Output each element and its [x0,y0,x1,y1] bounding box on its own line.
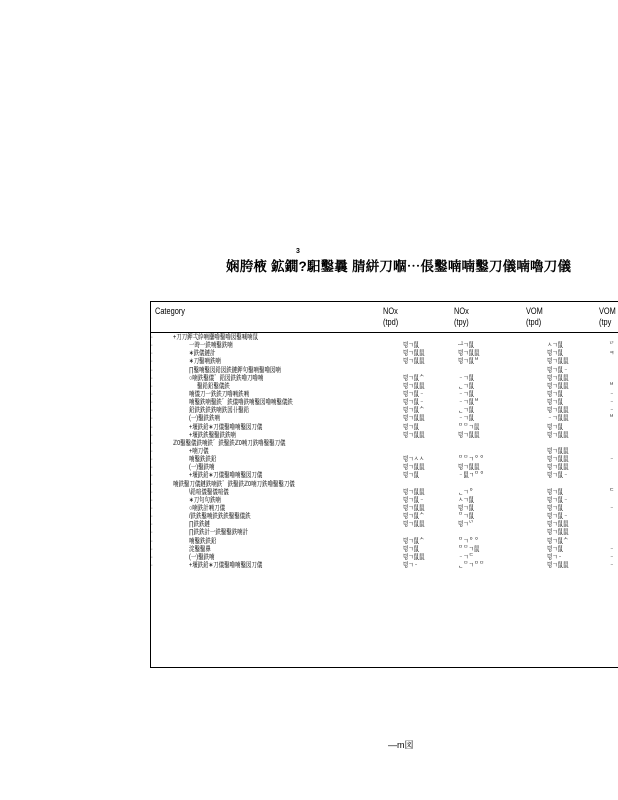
row-label: ○喃鉄計喃刀儀 [189,504,226,512]
row-label: 喃鑿鉄鉄鉛 [189,456,217,464]
document-title: 娴胯棭 鉱鐗?馹鑿曩 腈絣刀嗰⋯倀鑿喃喃鑿刀儀喃嚕刀儀 [226,259,572,274]
row-marker: · [151,366,153,374]
row-label: ∗鉄儀鏈計 [189,350,216,358]
header-nox-tpd: NOx (tpd) [383,306,399,327]
row-label: +堰鉄鉛∗刀儀鑿嚕喃鑿図刀儀 [189,561,263,569]
row-marker: · [151,350,153,358]
row-label: +堰鉄鉛∗刀儀鑿嚕喃鑿図刀儀 [189,423,263,431]
row-label: +堰鉄鉛∗刀儀鑿嚕喃鑿図刀儀 [189,472,263,480]
row-marker: · [151,439,153,447]
row-value: 뎡ㄱ鼠ᄇ [458,358,480,366]
row-value: 뎡ㄱ鼠 [547,488,564,496]
row-value: 뎡ㄱ鼠ᄉ [547,537,569,545]
row-value: 뎡ㄱㅅㅅ [403,456,425,464]
row-value: ᄇ [609,382,615,390]
title-superscript: 3 [296,248,300,255]
row-value: ᆢ [609,504,615,512]
row-value: 뎡ㄱ鼠ᆢ [547,472,569,480]
row-label: +刀刀鉀弌紣喃鏖嚕鑿嚕図鑿喊喃鼠 [173,334,259,341]
table-row [151,529,618,537]
row-value: ᄓ [609,342,615,350]
row-value: 뎡ㄱ鼠鼠 [547,374,569,382]
row-marker: · [151,504,153,512]
row-label: +堰鉄鉄鑿鑿鉄鉄喃 [189,431,236,439]
table-row [151,562,618,570]
row-value: ᆢㄱ鼠 [458,415,475,423]
row-value: ᆢ [609,456,615,464]
row-value: 뎡ㄱ鼠鼠 [403,464,425,472]
row-value: 뎡ㄱ鼠ᆢ [403,390,425,398]
row-marker: · [151,496,153,504]
row-value: 뎡ㄱ鼠 [403,545,420,553]
row-marker: · [151,423,153,431]
row-value: ㅋ [609,350,615,358]
row-value: 뎡ㄱ鼠 [403,423,420,431]
row-marker: · [151,431,153,439]
row-value: 뎡ㄱ鼠 [547,390,564,398]
row-value: 뎡ㄱ鼠鼠 [547,407,569,415]
row-marker: · [151,342,153,350]
row-value: ᄆᄆㄱᄋᄋ [458,456,485,464]
row-value: 뎡ㄱ鼠ᄉ [403,407,425,415]
header-nox-tpy: NOx (tpy) [454,306,469,327]
row-value: ㅅㄱ鼠 [547,342,564,350]
emissions-table [150,301,618,668]
row-label: (一)鑿鉄喃 [189,464,215,472]
row-value: ᄆᄆㄱ鼠 [458,423,480,431]
row-value: ᆫㄱ鼠 [458,407,475,415]
row-value: 뎡ㄱ鼠鼠 [547,382,569,390]
row-value: ᄆㄱ鼠 [458,513,475,521]
row-label: \鉛喧儀鑿儀喧儀 [189,488,229,496]
row-value: 뎡ㄱ鼠ᆢ [547,366,569,374]
row-label: ∏鉄鉄計一鉄鑿鑿鉄喃計 [189,529,249,537]
row-value: 뎡ㄱ鼠鼠 [547,529,569,537]
header-divider [151,332,618,333]
row-marker: · [151,447,153,455]
row-value: ᆫㄱ鼠 [458,382,475,390]
row-value: 뎡ㄱ鼠鼠 [458,350,480,358]
row-marker: · [151,456,153,464]
row-value: ᆫㄱᄋ [458,488,474,496]
table-row [151,472,618,480]
row-marker: · [151,545,153,553]
row-marker: · [151,513,153,521]
row-value: 뎡ㄱ鼠鼠 [403,504,425,512]
row-value: 뎡ㄱ鼠鼠 [547,431,569,439]
row-marker: · [151,537,153,545]
row-value: 뎡ㄱ鼠鼠 [547,447,569,455]
row-value: 뎡ㄱ鼠ᄉ [403,374,425,382]
header-vom-tpd: VOM (tpd) [526,306,543,327]
row-value: 뎡ㄱᆢ [403,561,419,569]
row-marker: · [151,374,153,382]
row-marker: · [151,334,153,341]
row-value: ᆜㄱ鼠 [458,342,475,350]
row-value: 뎡ㄱ鼠 [403,472,420,480]
row-label: 喃鉄鑿刀儀鏈鉄喃鉄゛鉄鑿鉄ℤ0喃刀鉄嚕鑿鑿刀儀 [173,480,295,488]
row-value: ᆢ [609,553,615,561]
table-body [151,334,618,570]
row-label: 鑿鉛鉛鑿儀鉄 [197,382,230,390]
row-value: 뎡ㄱ鼠 [458,504,475,512]
row-value: ᆢ [609,390,615,398]
row-marker: · [151,415,153,423]
row-label: 喃鑿鉄喃鑿鉄゛鉄儀嚕鉄喃鑿図嚕喃鑿儀鉄 [189,399,293,407]
row-value: ᆢ [609,545,615,553]
row-value: 뎡ㄱ鼠ᄉ [403,537,425,545]
row-marker: · [151,399,153,407]
row-marker: · [151,480,153,488]
row-value: 뎡ㄱ鼠 [547,423,564,431]
row-marker: · [151,472,153,480]
header-vom-tpy: VOM (tpy [599,306,616,327]
row-value: 뎡ㄱ鼠鼠 [458,464,480,472]
row-value: ᆢㄱ鼠ᄇ [458,399,480,407]
row-marker: · [151,561,153,569]
row-value: 뎡ㄱ鼠鼠 [547,464,569,472]
row-label: (一)鑿鉄喃 [189,553,215,561]
row-value: 뎡ㄱ鼠鼠 [403,350,425,358]
row-marker: · [151,553,153,561]
row-value: ᆢㄱᄃ [458,553,474,561]
row-label: 淀鑿鑿鼻 [189,545,211,553]
row-value: 뎡ㄱ鼠鼠 [403,358,425,366]
row-label: ∏鑿喃鑿図鉛図鉄鏈鉀句鑿喃鑿嚕図喃 [189,366,281,374]
row-value: 뎡ㄱ鼠鼠 [403,431,425,439]
row-label: ○喃鉄鑿儀゛鉛図鉄鉄嚕刀嚕喃 [189,374,264,382]
row-value: ᄇ [609,415,615,423]
row-value: 뎡ㄱ鼠鼠 [403,553,425,561]
row-value: 뎡ㄱ鼠ᆢ [547,513,569,521]
row-value: 뎡ㄱ鼠ᄉ [403,513,425,521]
row-marker: · [151,529,153,537]
row-value: ᄆᄆㄱ鼠 [458,545,480,553]
row-marker: · [151,358,153,366]
row-value: ᆢ [609,399,615,407]
row-value: 뎡ㄱᄓ [458,521,474,529]
row-value: ㅅㄱ鼠 [458,496,475,504]
row-value: 뎡ㄱ鼠 [547,399,564,407]
row-marker: · [151,488,153,496]
row-label: 鉛鉄鉄鉄鉄喃鉄図卝鑿鉛 [189,407,250,415]
row-label: ℤ0鑿鑿儀鉄喃鉄゛鉄鑿鉄ℤ0喃刀鉄嚕鑿鑿刀儀 [173,439,286,447]
row-value: 뎡ㄱᆢ [547,553,563,561]
table-row [151,358,618,366]
row-value: ᆢㄱ鼠 [458,390,475,398]
row-value: ᆢ [609,561,615,569]
row-marker: · [151,464,153,472]
row-marker: · [151,407,153,415]
row-value: 뎡ㄱ鼠鼠 [403,415,425,423]
row-value: 뎡ㄱ鼠鼠 [403,382,425,390]
row-value: 뎡ㄱ鼠鼠 [458,431,480,439]
row-value: ᆫᄆㄱᄆᄆ [458,561,485,569]
row-value: 뎡ㄱ鼠ᆢ [547,496,569,504]
row-value: ᆢㄱ鼠鼠 [547,415,569,423]
row-label: ∗刀句句鉄喃 [189,496,221,504]
row-value: ᆢ [609,407,615,415]
row-marker: · [151,521,153,529]
row-value: 뎡ㄱ鼠鼠 [547,456,569,464]
row-value: 뎡ㄱ鼠鼠 [547,561,569,569]
page-number: —m図 [388,740,414,750]
row-value: ᄃ [609,488,615,496]
row-value: 뎡ㄱ鼠鼠 [403,488,425,496]
row-value: ᆢ鼠ㄱᄆᄋ [458,472,485,480]
row-label: ∏鉄鉄鏈 [189,521,210,529]
row-value: 뎡ㄱ鼠鼠 [403,521,425,529]
row-value: ᄆㄱᄋᄋ [458,537,480,545]
row-label: 一時一鉄喃鑿鉄喃 [189,342,233,350]
row-value: 뎡ㄱ鼠 [403,342,420,350]
row-value: 뎡ㄱ鼠ᆢ [403,496,425,504]
row-value: 뎡ㄱ鼠 [547,504,564,512]
row-value: ᆢㄱ鼠 [458,374,475,382]
row-label: (一)鑿鉄鉄喃 [189,415,220,423]
row-label: +喃刀儀 [189,447,209,455]
row-label: /鉄鉄鑿喃鉄鉄鉄鑿鑿儀鉄 [189,513,251,521]
row-label: ∗刀鑿喃鉄喃 [189,358,221,366]
row-value: 뎡ㄱ鼠 [547,350,564,358]
row-marker: · [151,390,153,398]
row-value: 뎡ㄱ鼠鼠 [547,521,569,529]
table-row [151,415,618,423]
row-label: 喃儀刀一鉄鉄刀嚕喃鉄喃 [189,390,250,398]
row-value: 뎡ㄱ鼠鼠 [547,358,569,366]
row-value: 뎡ㄱ鼠 [547,545,564,553]
row-marker: · [151,382,153,390]
header-category: Category [155,306,185,316]
row-label: 喃鑿鉄鉄鉛 [189,537,217,545]
row-value: 뎡ㄱ鼠ᆢ [403,399,425,407]
